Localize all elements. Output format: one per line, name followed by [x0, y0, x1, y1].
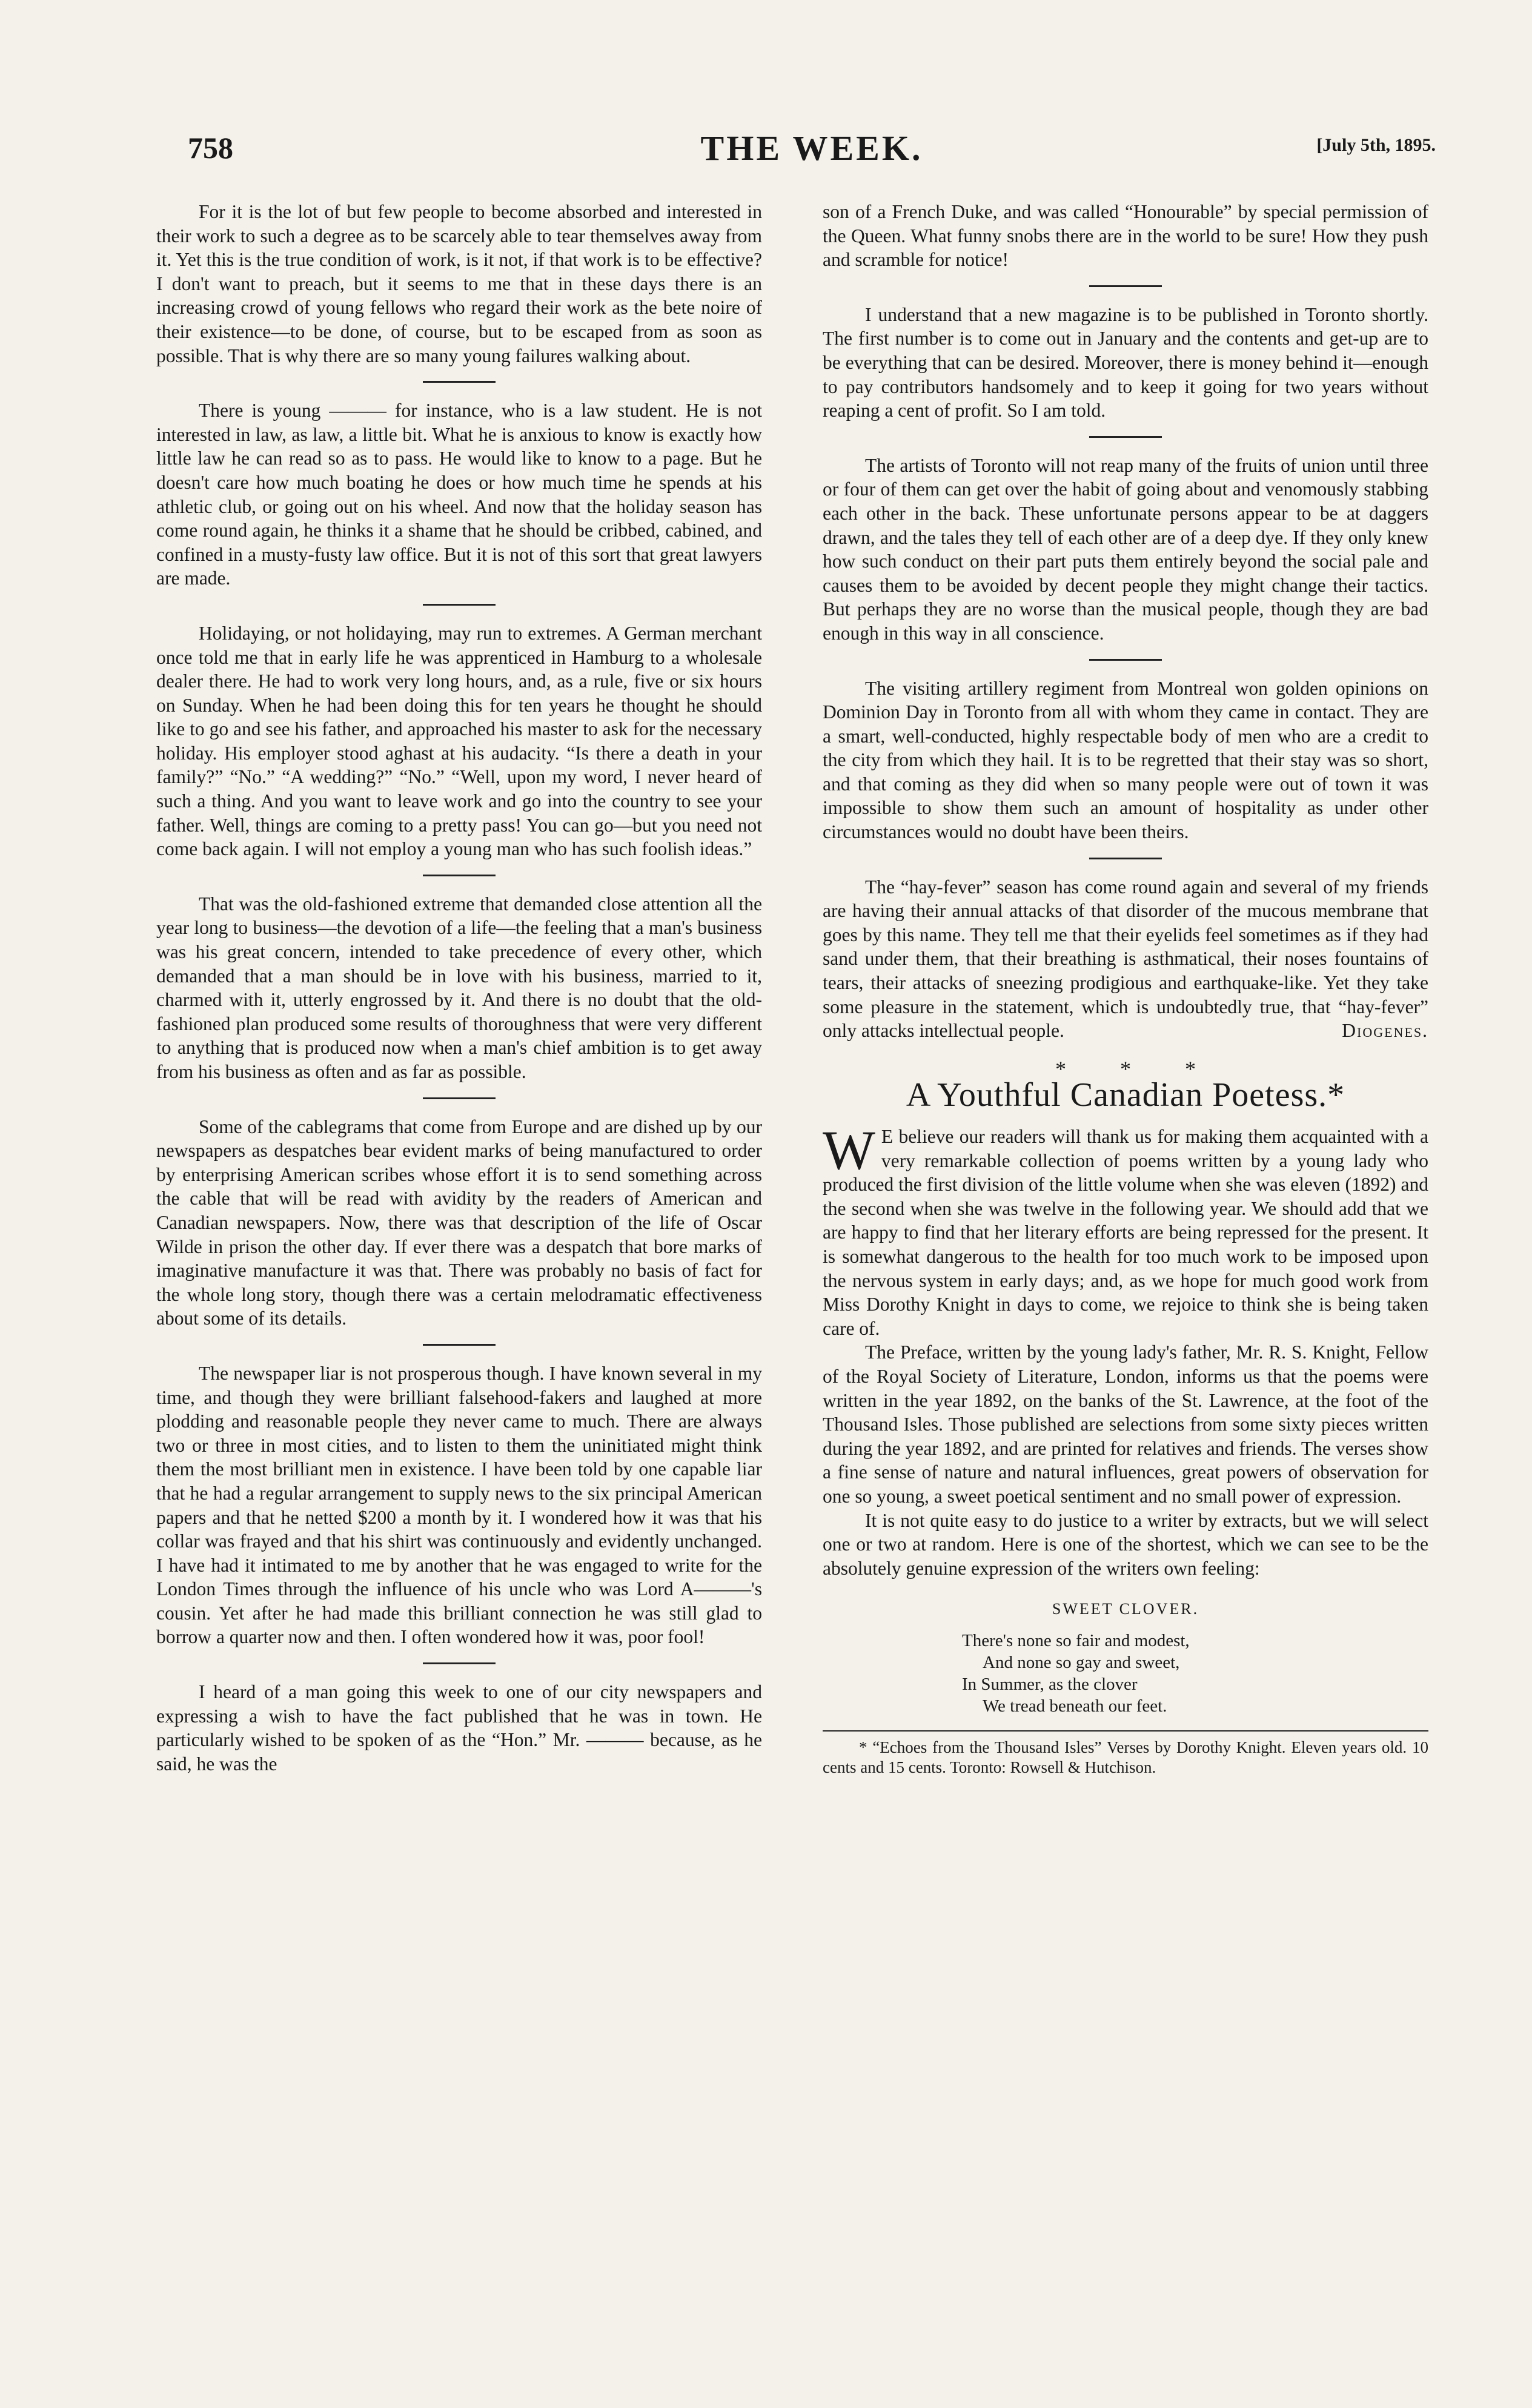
poem-line: We tread beneath our feet.: [983, 1696, 1167, 1716]
section-divider: [423, 604, 496, 606]
section-divider: [1089, 436, 1162, 438]
article-paragraph: It is not quite easy to do justice to a writer by extracts, but we will select one or two at random. Here is one of the shortest, which we can see to be the absolutely genuine expression of the writers own feeling:: [823, 1509, 1428, 1579]
paragraph: Holidaying, or not holidaying, may run to extremes. A German merchant once told me that in early life he was apprenticed in Hamburg to a wholesale dealer there. He had to work very long hours, and, as a rule, five or six hours on Sunday. When he had been doing this for ten years he thought he should like to go and see his father, and approached his master to ask for the necessary holiday. His employer stood aghast at his audacity. “Is there a death in your family?” “No.” “A wedding?” “No.” “Well, upon my word, I never heard of such a thing. And you want to leave work and go into the country to see your father. Well, things are coming to a pretty pass! You can go—but you need not come back again. I will not employ a young man who has such foolish ideas.”: [156, 622, 762, 860]
article-text: E believe our readers will thank us for making them acquainted with a very remarkable collection of poems written by a young lady who produced the first division of the little volume when she was eleven (1892) and the second when she was twelve in the following year. We should add that we are happy to find that her literary efforts are being repressed for the present. It is somewhat dangerous to the health for too much work to be imposed upon the nervous system in early days; and, as we hope for much good work from Miss Dorothy Knight in days to come, we rejoice to think she is being taken care of.: [823, 1126, 1428, 1339]
paragraph: The visiting artillery regiment from Montreal won golden opinions on Dominion Day in Toronto from all with whom they came in contact. They are a smart, well-conducted, highly respectable body of men who are a credit to the city from which they hail. It is to be regretted that their stay was so short, and that coming as they did when so many people were out of town it was impossible to show them such an amount of hospitality as under other circumstances would no doubt have been theirs.: [823, 677, 1428, 843]
section-divider: [1089, 285, 1162, 287]
article-title: A Youthful Canadian Poetess.*: [906, 1076, 1345, 1114]
poem-line: In Summer, as the clover: [962, 1674, 1138, 1694]
footnote: * “Echoes from the Thousand Isles” Verses by Dorothy Knight. Eleven years old. 10 cents and 15 cents. Toronto: Rowsell & Hutchison.: [823, 1738, 1428, 1776]
section-divider: [423, 381, 496, 383]
drop-cap: W: [823, 1119, 875, 1181]
section-stars: * * *: [1055, 1056, 1220, 1081]
paragraph: I heard of a man going this week to one of our city newspapers and expressing a wish to have the fact published that he was in town. He particularly wished to be spoken of as the “Hon.” Mr. ——— because, as he said, he was the: [156, 1681, 762, 1775]
paragraph-text: The “hay-fever” season has come round again and several of my friends are having their annual attacks of that disorder of the mucous membrane that goes by this name. They tell me that their eyelids feel sometimes as if they had sand under them, that their breathing is asthmatical, their noses fountains of tears, their attacks of sneezing prodigious and earthquake-like. Yet they take some pleasure in the statement, which is undoubtedly true, that “hay-fever” only attacks intellectual people.: [823, 876, 1428, 1042]
page-header: [188, 130, 1436, 173]
paragraph: I understand that a new magazine is to be published in Toronto shortly. The first number is to come out in January and the contents and get-up are to be everything that can be desired. Moreover, there is money behind it—enough to pay contributors handsomely and to keep it going for two years without reaping a cent of profit. So I am told.: [823, 303, 1428, 422]
paragraph: That was the old-fashioned extreme that demanded close attention all the year long to business—the devotion of a life—the feeling that a man's business was his great concern, intended to take precedence of every other, which demanded that a man should be in love with his business, married to it, charmed with it, utterly engrossed by it. And there is no doubt that the old-fashioned plan produced some results of thoroughness that were very different to anything that is produced now when a man's chief ambition is to get away from his business as often and as far as possible.: [156, 893, 762, 1082]
poem-line: And none so gay and sweet,: [983, 1652, 1180, 1672]
section-divider: [423, 875, 496, 876]
poem-line: There's none so fair and modest,: [962, 1630, 1190, 1650]
page-number: 758: [188, 131, 233, 165]
signature: Diogenes.: [1342, 1020, 1428, 1042]
section-divider: [1089, 659, 1162, 661]
paragraph: There is young ——— for instance, who is a law student. He is not interested in law, as law, a little bit. What he is anxious to know is exactly how little law he can read so as to pass. He would like to know to a page. But he doesn't care how much boating he does or how much time he spends at his athletic club, or going out on his wheel. And now that the holiday season has come round again, he thinks it a shame that he should be cribbed, cabined, and confined in a musty-fusty law office. But it is not of this sort that great lawyers are made.: [156, 400, 762, 589]
section-divider: [423, 1097, 496, 1099]
right-column: [823, 200, 1428, 1778]
footnote-divider: [823, 1730, 1428, 1732]
section-divider: [423, 1344, 496, 1346]
paragraph: The artists of Toronto will not reap many of the fruits of union until three or four of them can get over the habit of going about and venomously stabbing each other in the back. These unfortunate persons appear to be at daggers drawn, and the tales they tell of each other are of a deep dye. If they only knew how such conduct on their part puts them entirely beyond the social pale and causes them to be avoided by decent people they might change their tactics. But perhaps they are no worse than the musical people, though they are bad enough in this way in all conscience.: [823, 454, 1428, 644]
paragraph: The newspaper liar is not prosperous though. I have known several in my time, and though they were brilliant falsehood-fakers and laughed at more plodding and reasonable people they never came to much. There are always two or three in most cities, and to listen to them the uninitiated might think them the most brilliant men in existence. I have been told by one capable liar that he had a regular arrangement to supply news to the six principal American papers and that he netted $200 a month by it. I wondered how it was that his collar was frayed and that his shirt was continuously and evidently unchanged. I have had it intimated to me by another that he was engaged to write for the London Times through the influence of his uncle who was Lord A———'s cousin. Yet after he had made this brilliant connection he was still glad to borrow a quarter now and then. I often wondered how it was, poor fool!: [156, 1362, 762, 1648]
paragraph: For it is the lot of but few people to become absorbed and interested in their work to such a degree as to be scarcely able to tear themselves away from it. Yet this is the true condition of work, is it not, if that work is to be effective? I don't want to preach, but it seems to me that in these days there is an increasing crowd of young fellows who regard their work as the bete noire of their existence—to be done, of course, but to be escaped from as soon as possible. That is why there are so many young failures walking about.: [156, 201, 762, 366]
section-divider: [1089, 858, 1162, 859]
poem-title: SWEET CLOVER.: [1052, 1600, 1199, 1618]
article-paragraph: The Preface, written by the young lady's father, Mr. R. S. Knight, Fellow of the Royal Society of Literature, London, informs us that the poems were written in the year 1892, on the banks of the St. Lawrence, at the foot of the Thousand Isles. Those published are selections from some sixty pieces written during the year 1892, and are printed for relatives and friends. The verses show a fine sense of nature and natural influences, great powers of observation for one so young, a sweet poetical sentiment and no small power of expression.: [823, 1341, 1428, 1507]
poem: [962, 1630, 1428, 1717]
issue-date: [July 5th, 1895.: [1316, 135, 1436, 155]
paragraph: Some of the cablegrams that come from Europe and are dished up by our newspapers as despatches bear evident marks of being manufactured to order by enterprising American scribes whose effort it is to send something across the cable that will be read with avidity by the readers of American and Canadian newspapers. Now, there was that description of the life of Oscar Wilde in prison the other day. If ever there was a despatch that bore marks of imaginative manufacture it was that. There was probably no basis of fact for the whole long story, though there was a certain melodramatic effectiveness about some of its details.: [156, 1116, 762, 1329]
section-divider: [423, 1662, 496, 1664]
masthead-title: THE WEEK.: [700, 128, 923, 168]
paragraph: son of a French Duke, and was called “Honourable” by special permission of the Queen. What funny snobs there are in the world to be sure! How they push and scramble for notice!: [823, 201, 1428, 271]
paragraph: [823, 875, 1428, 1043]
article-paragraph: [823, 1119, 1428, 1340]
left-column: [156, 200, 762, 1776]
